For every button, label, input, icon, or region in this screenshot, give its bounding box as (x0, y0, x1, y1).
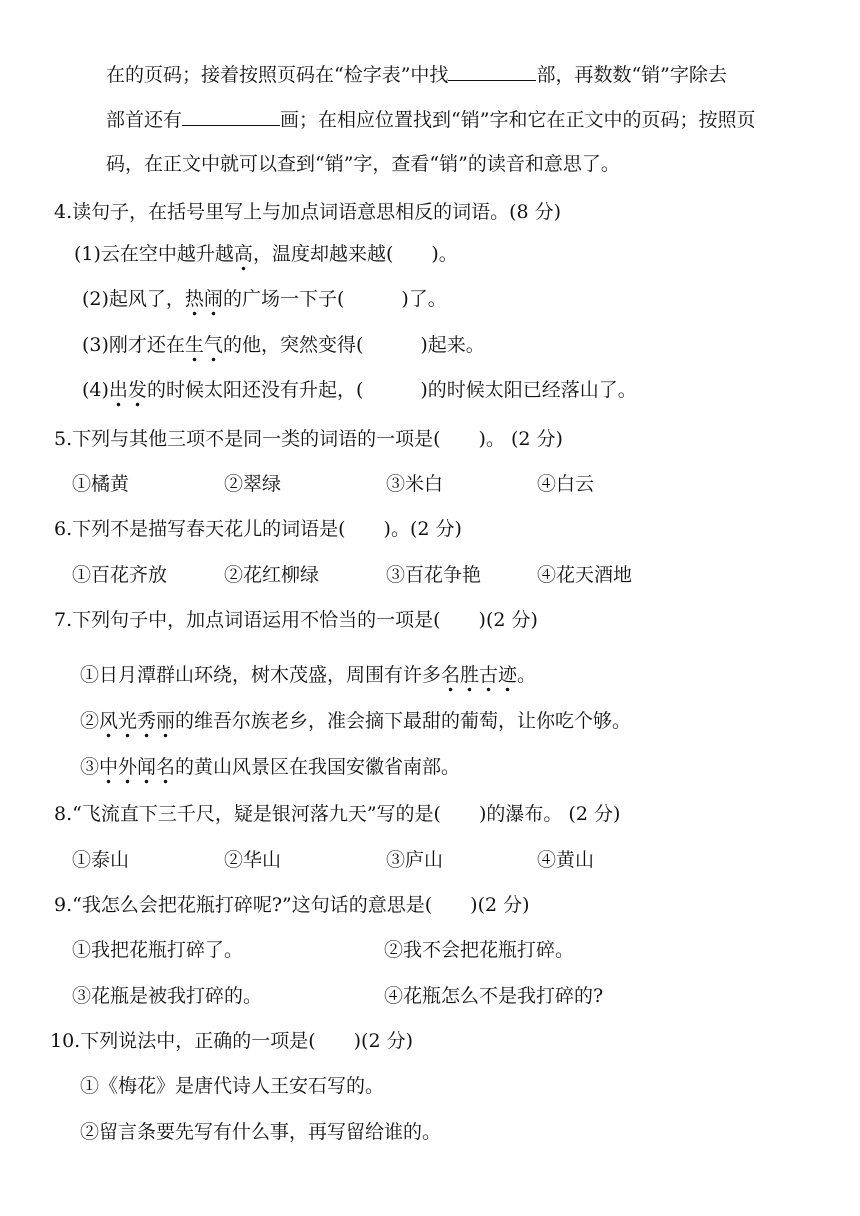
q5-option[interactable]: ①橘黄 (72, 473, 130, 495)
item-text: 的他，突然变得( )起来。 (222, 334, 485, 356)
option-text: 的黄山风景区在我国安徽省南部。 (175, 756, 461, 778)
q7-option-3[interactable] (80, 753, 460, 781)
option-text: ①日月潭群山环绕，树木茂盛，周围有许多 (80, 664, 442, 686)
q9-option[interactable]: ①我把花瓶打碎了。 (72, 939, 244, 961)
q8-stem: 8.“飞流直下三千尺，疑是银河落九天”写的是( )的瀑布。 (2 分) (54, 803, 621, 825)
dotted-word: 热闹 (185, 288, 223, 317)
option-text: ② (80, 710, 100, 732)
q6-stem: 6.下列不是描写春天花儿的词语是( )。(2 分) (54, 518, 462, 540)
option-text: ③ (80, 756, 100, 778)
option-text: 。 (517, 664, 537, 686)
q8-option[interactable]: ①泰山 (72, 849, 130, 871)
intro-line-3: 码，在正文中就可以查到“销”字，查看“销”的读音和意思了。 (106, 153, 620, 175)
q7-option-2[interactable] (80, 707, 631, 735)
q10-stem: 10.下列说法中，正确的一项是( )(2 分) (50, 1030, 413, 1052)
intro-text: 画；在相应位置找到“销”字和它在正文中的页码；按照页 (280, 109, 756, 131)
q6-option[interactable]: ④花天酒地 (537, 564, 633, 586)
item-text: 的广场一下子( )了。 (222, 288, 447, 310)
answer-blank[interactable] (182, 105, 280, 126)
option-text: 的维吾尔族老乡，准会摘下最甜的葡萄，让你吃个够。 (175, 710, 632, 732)
dotted-word: 中外闻名 (99, 756, 175, 785)
q5-option[interactable]: ②翠绿 (224, 473, 282, 495)
q8-option[interactable]: ②华山 (224, 849, 282, 871)
item-text: (1)云在空中越升越 (74, 243, 234, 265)
intro-text: 部首还有 (106, 109, 183, 131)
q7-stem: 7.下列句子中，加点词语运用不恰当的一项是( )(2 分) (54, 609, 538, 631)
q5-option[interactable]: ④白云 (537, 473, 595, 495)
intro-line-2 (106, 105, 755, 134)
q9-stem: 9.“我怎么会把花瓶打碎呢?”这句话的意思是( )(2 分) (54, 894, 530, 916)
intro-line-1 (106, 60, 727, 89)
q10-option-2[interactable]: ②留言条要先写有什么事，再写留给谁的。 (80, 1121, 442, 1143)
q4-item-2 (82, 285, 447, 313)
dotted-word: 名胜古迹 (441, 664, 517, 693)
q6-option[interactable]: ③百花争艳 (386, 564, 482, 586)
q10-option-1[interactable]: ①《梅花》是唐代诗人王安石写的。 (80, 1075, 385, 1097)
q4-stem: 4.读句子，在括号里写上与加点词语意思相反的词语。(8 分) (54, 201, 562, 223)
intro-text: 在的页码；接着按照页码在“检字表”中找 (106, 64, 449, 86)
q6-option[interactable]: ①百花齐放 (72, 564, 168, 586)
q4-item-1 (74, 240, 458, 268)
q6-option[interactable]: ②花红柳绿 (224, 564, 320, 586)
q5-option[interactable]: ③米白 (386, 473, 444, 495)
q9-option[interactable]: ④花瓶怎么不是我打碎的? (384, 985, 604, 1007)
q4-item-4 (82, 376, 637, 404)
item-text: ，温度却越来越( )。 (252, 243, 458, 265)
answer-blank[interactable] (448, 60, 536, 81)
item-text: 的时候太阳还没有升起，( )的时候太阳已经落山了。 (146, 379, 637, 401)
q8-option[interactable]: ③庐山 (386, 849, 444, 871)
dotted-word: 风光秀丽 (99, 710, 175, 739)
dotted-word: 出发 (109, 379, 147, 408)
dotted-word: 生气 (185, 334, 223, 363)
item-text: (3)刚才还在 (82, 334, 185, 356)
q8-option[interactable]: ④黄山 (537, 849, 595, 871)
dotted-word: 高 (234, 243, 253, 272)
q5-stem: 5.下列与其他三项不是同一类的词语的一项是( )。 (2 分) (54, 428, 563, 450)
item-text: (4) (82, 379, 109, 401)
q7-option-1[interactable] (80, 661, 536, 689)
q9-option[interactable]: ②我不会把花瓶打碎。 (384, 939, 575, 961)
intro-text: 部，再数数“销”字除去 (536, 64, 727, 86)
item-text: (2)起风了， (82, 288, 185, 310)
q4-item-3 (82, 331, 485, 359)
q9-option[interactable]: ③花瓶是被我打碎的。 (72, 985, 263, 1007)
